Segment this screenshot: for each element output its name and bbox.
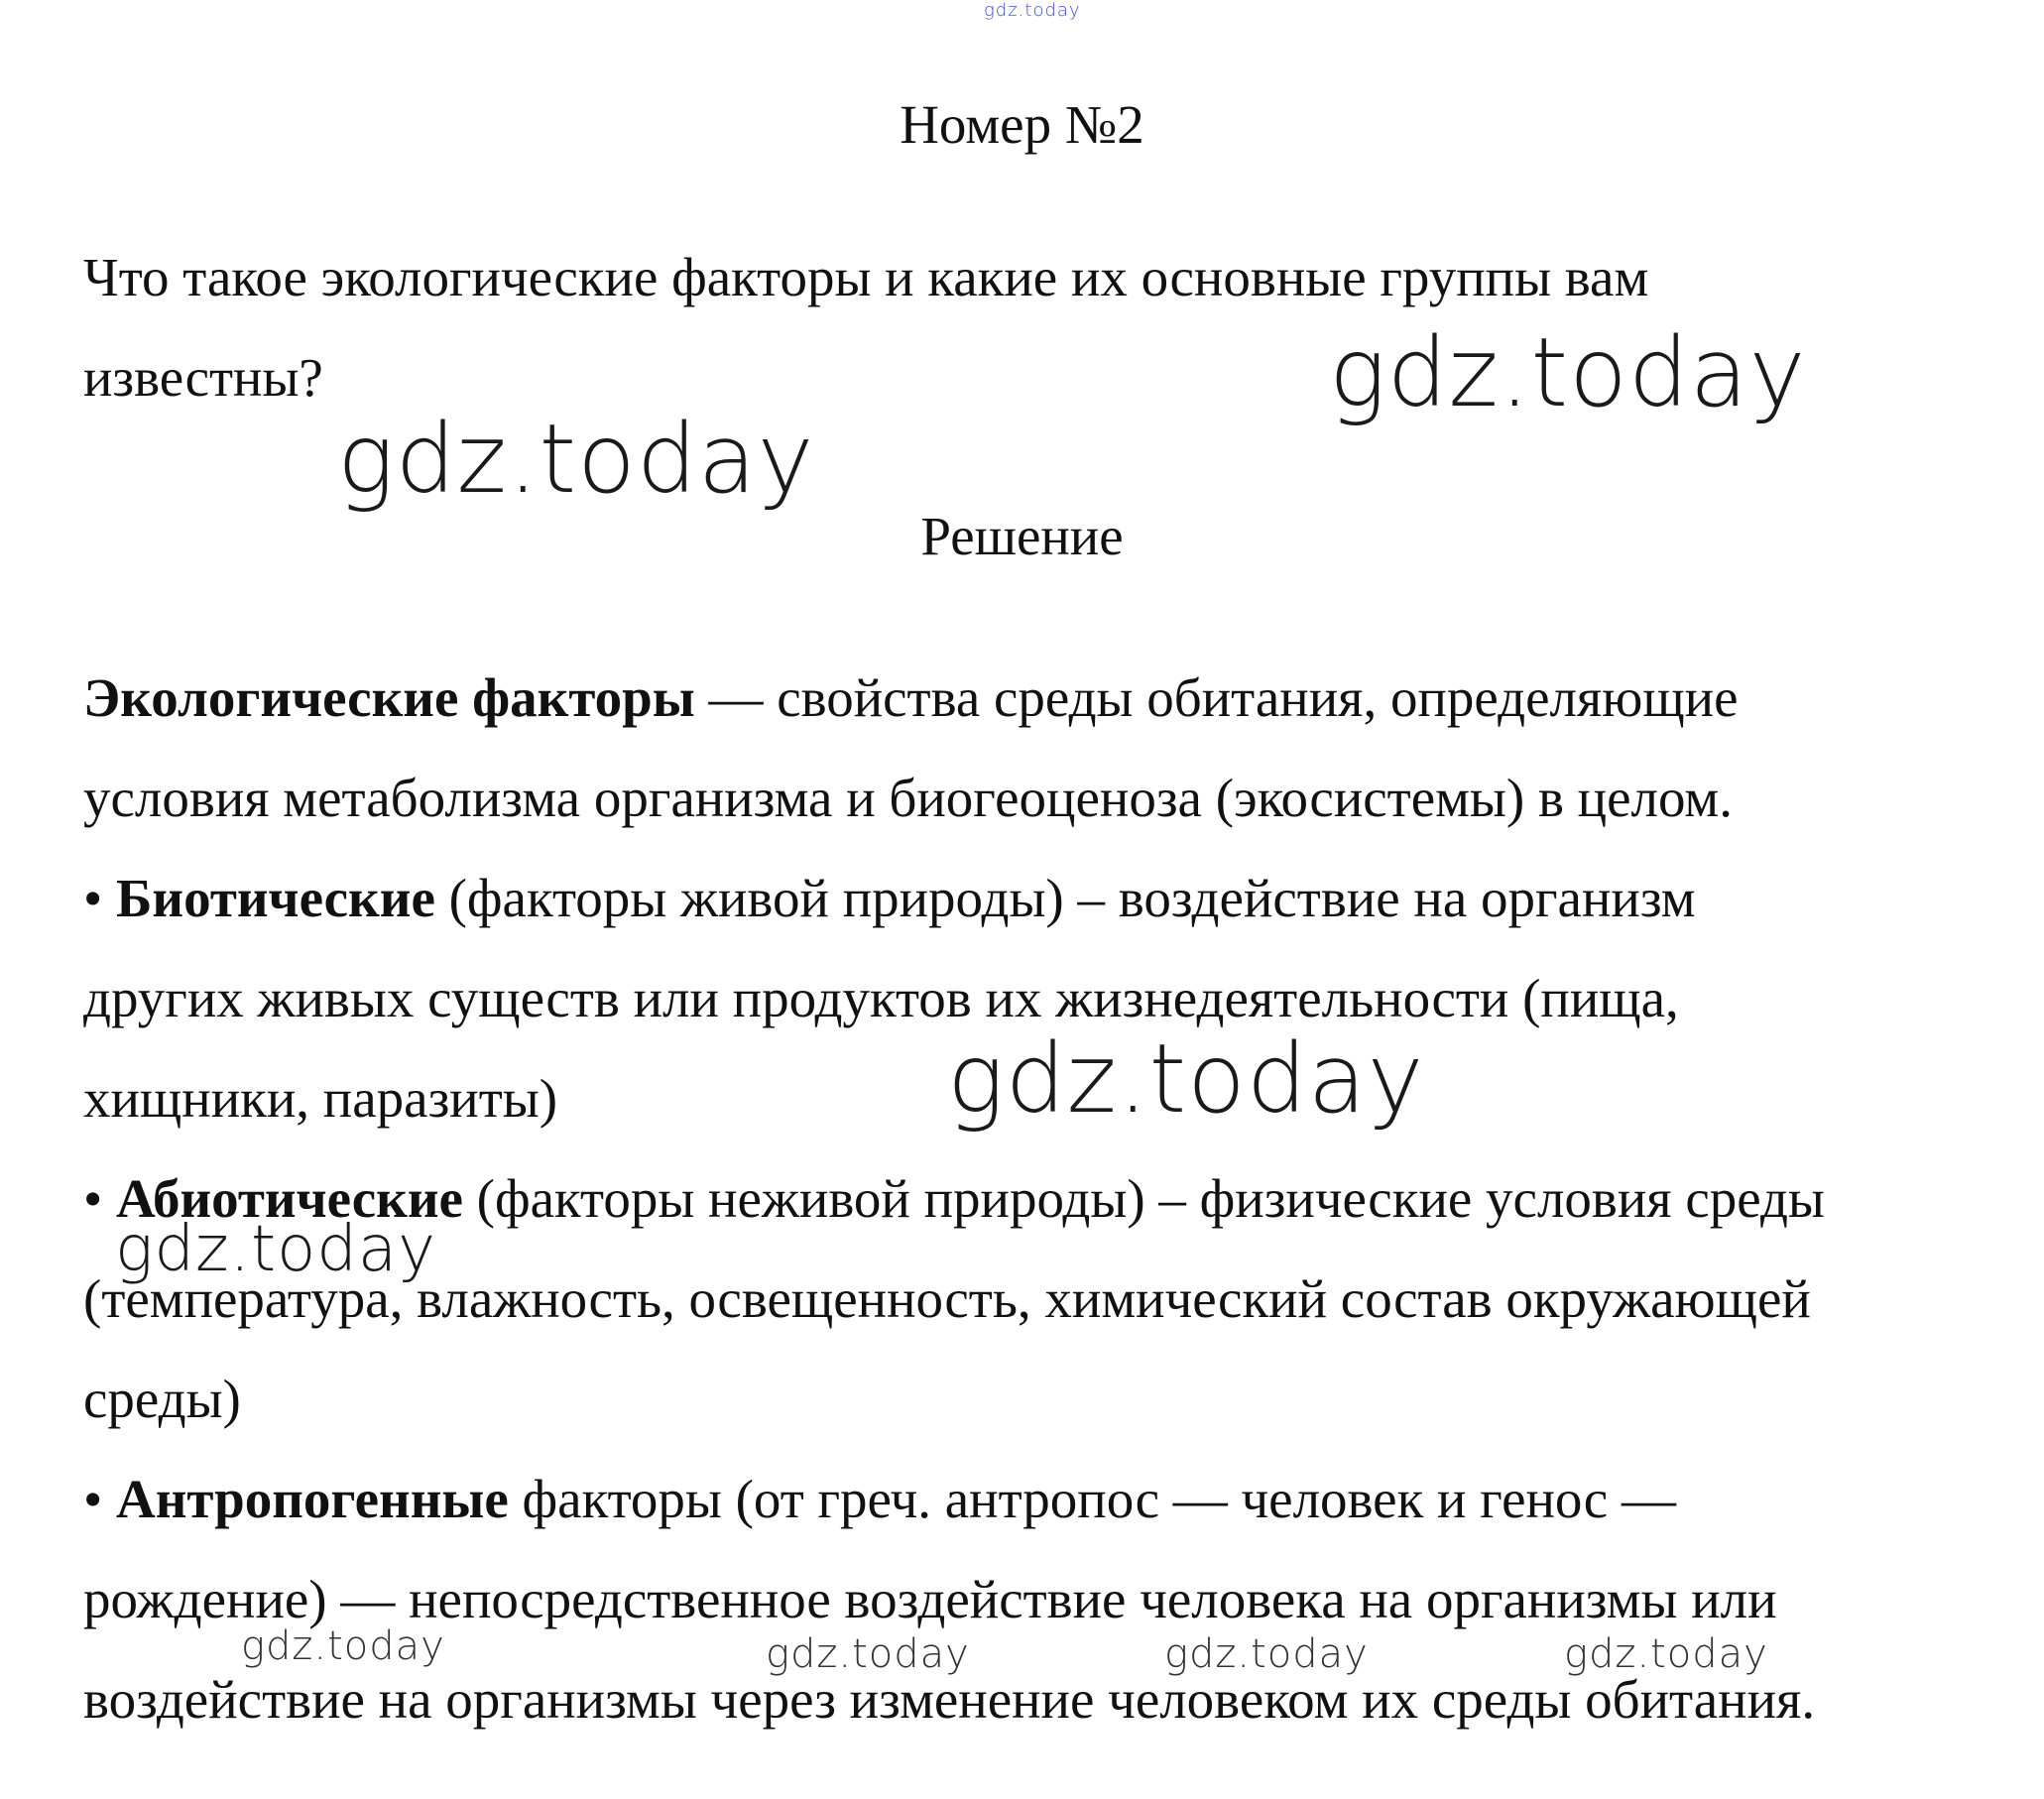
biotic-line-3: хищники, паразиты) bbox=[83, 1068, 558, 1129]
biotic-term: Биотические bbox=[116, 868, 435, 928]
watermark-bottom-4: gdz.today bbox=[1564, 1631, 1768, 1677]
watermark-mid-left: gdz.today bbox=[115, 1213, 436, 1286]
watermark-big-1: gdz.today bbox=[1329, 317, 1807, 428]
watermark-big-2: gdz.today bbox=[337, 404, 815, 515]
intro-line-2: условия метаболизма организма и биогеоценоза (экосистемы) в целом. bbox=[83, 768, 1733, 828]
biotic-line-1 bbox=[83, 868, 1696, 928]
abiotic-line-2: (температура, влажность, освещенность, химический состав окружающей bbox=[83, 1268, 1811, 1329]
watermark-big-3: gdz.today bbox=[947, 1023, 1425, 1135]
anthropogenic-line-2: рождение) — непосредственное воздействие человека на организмы или bbox=[83, 1569, 1777, 1629]
anthropogenic-term: Антропогенные bbox=[116, 1469, 509, 1529]
question-line-1: Что такое экологические факторы и какие их основные группы вам bbox=[83, 247, 1649, 307]
anthropogenic-line-1 bbox=[83, 1469, 1676, 1529]
watermark-bottom-2: gdz.today bbox=[766, 1631, 970, 1677]
bullet: • bbox=[83, 1469, 117, 1529]
abiotic-term: Абиотические bbox=[116, 1168, 463, 1229]
anthropogenic-rest: факторы (от греч. антропос — человек и генос — bbox=[508, 1469, 1676, 1529]
intro-line-1 bbox=[83, 667, 1739, 728]
solution-heading: Решение bbox=[920, 506, 1124, 566]
intro-rest: — свойства среды обитания, определяющие bbox=[694, 667, 1739, 728]
question-line-2: известны? bbox=[83, 347, 323, 408]
anthropogenic-line-3: воздействие на организмы через изменение человеком их среды обитания. bbox=[83, 1669, 1816, 1730]
biotic-line-2: других живых существ или продуктов их жизнедеятельности (пища, bbox=[83, 968, 1679, 1028]
intro-term: Экологические факторы bbox=[83, 667, 695, 728]
watermark-bottom-1: gdz.today bbox=[241, 1623, 445, 1669]
watermark-bottom-3: gdz.today bbox=[1164, 1631, 1369, 1677]
biotic-rest: (факторы живой природы) – воздействие на организм bbox=[434, 868, 1696, 928]
watermark-top: gdz.today bbox=[984, 0, 1081, 21]
bullet: • bbox=[83, 1168, 117, 1229]
page-title: Номер №2 bbox=[900, 94, 1144, 155]
bullet: • bbox=[83, 868, 117, 928]
abiotic-rest: (факторы неживой природы) – физические условия среды bbox=[462, 1168, 1825, 1229]
abiotic-line-3: среды) bbox=[83, 1369, 241, 1429]
